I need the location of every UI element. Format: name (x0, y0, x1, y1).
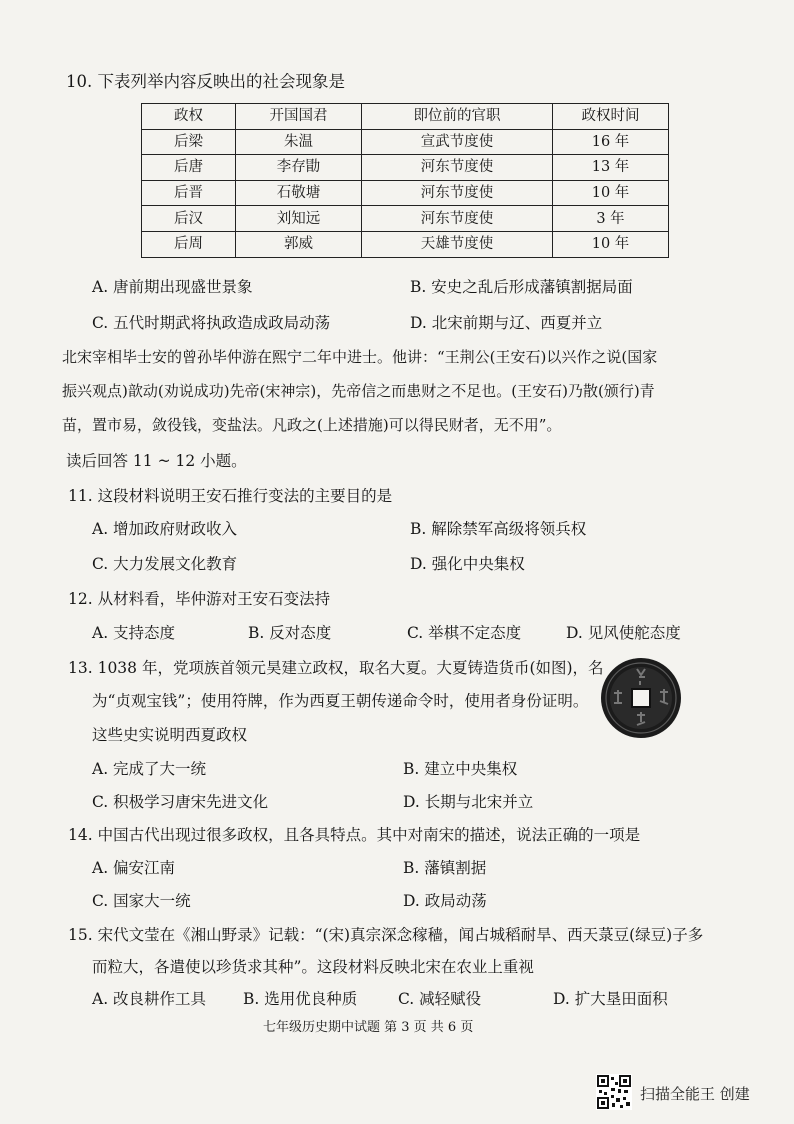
table-cell: 16 年 (553, 129, 669, 155)
q15-option-b: B. 选用优良种质 (243, 990, 358, 1008)
q13-option-b: B. 建立中央集权 (403, 760, 518, 778)
table-cell: 13 年 (553, 155, 669, 181)
table-cell: 后唐 (142, 155, 236, 181)
coin-image (600, 657, 682, 739)
q13-line-2: 为“贞观宝钱”；使用符牌，作为西夏王朝传递命令时，使用者身份证明。 (92, 692, 589, 710)
table-cell: 宣武节度使 (362, 129, 553, 155)
scanner-watermark: 扫描全能王 创建 (640, 1085, 750, 1103)
q12-stem: 12. 从材料看，毕仲游对王安石变法持 (68, 590, 331, 608)
q15-line-2: 而粒大，各遣使以珍货求其种”。这段材料反映北宋在农业上重视 (92, 958, 534, 976)
q14-option-c: C. 国家大一统 (92, 892, 191, 910)
q10-table (141, 103, 669, 258)
page-footer: 七年级历史期中试题 第 3 页 共 6 页 (263, 1020, 474, 1035)
q14-stem: 14. 中国古代出现过很多政权，且各具特点。其中对南宋的描述，说法正确的一项是 (68, 826, 641, 844)
q10-option-b: B. 安史之乱后形成藩镇割据局面 (410, 278, 633, 296)
table-cell: 朱温 (236, 129, 362, 155)
q11-option-c: C. 大力发展文化教育 (92, 555, 238, 573)
table-cell: 后周 (142, 231, 236, 257)
table-row (142, 129, 669, 155)
passage-line-1: 北宋宰相毕士安的曾孙毕仲游在熙宁二年中进士。他讲：“王荆公(王安石)以兴作之说(国家 (62, 348, 658, 366)
table-cell: 河东节度使 (362, 206, 553, 232)
table-cell: 李存勖 (236, 155, 362, 181)
table-cell: 10 年 (553, 231, 669, 257)
q13-option-d: D. 长期与北宋并立 (403, 793, 534, 811)
table-header-cell: 政权 (142, 104, 236, 130)
q12-option-b: B. 反对态度 (248, 624, 332, 642)
q10-option-d: D. 北宋前期与辽、西夏并立 (410, 314, 603, 332)
q14-option-b: B. 藩镇割据 (403, 859, 487, 877)
q13-line-1: 13. 1038 年，党项族首领元昊建立政权，取名大夏。大夏铸造货币(如图)，名 (68, 659, 604, 677)
table-cell: 石敬塘 (236, 180, 362, 206)
table-header-cell: 政权时间 (553, 104, 669, 130)
table-cell: 后汉 (142, 206, 236, 232)
qr-code-icon (596, 1074, 632, 1110)
table-cell: 10 年 (553, 180, 669, 206)
q15-option-d: D. 扩大垦田面积 (553, 990, 668, 1008)
table-cell: 天雄节度使 (362, 231, 553, 257)
table-cell: 河东节度使 (362, 155, 553, 181)
q11-option-b: B. 解除禁军高级将领兵权 (410, 520, 587, 538)
q15-line-1: 15. 宋代文莹在《湘山野录》记载：“(宋)真宗深念稼穑，闻占城稻耐旱、西天菉豆(绿豆)子多 (68, 926, 704, 944)
q12-option-a: A. 支持态度 (92, 624, 176, 642)
q15-option-a: A. 改良耕作工具 (92, 990, 207, 1008)
table-row (142, 206, 669, 232)
table-cell: 刘知远 (236, 206, 362, 232)
q11-option-a: A. 增加政府财政收入 (92, 520, 238, 538)
passage-line-3: 苗，置市易，敛役钱，变盐法。凡政之(上述措施)可以得民财者，无不用”。 (62, 416, 562, 434)
q10-option-c: C. 五代时期武将执政造成政局动荡 (92, 314, 331, 332)
table-cell: 后梁 (142, 129, 236, 155)
q14-option-a: A. 偏安江南 (92, 859, 176, 877)
table-header-cell: 开国国君 (236, 104, 362, 130)
q13-option-c: C. 积极学习唐宋先进文化 (92, 793, 269, 811)
passage-line-2: 振兴观点)歆动(劝说成功)先帝(宋神宗)，先帝信之而患财之不足也。(王安石)乃散(颁行)青 (62, 382, 655, 400)
table-row (142, 155, 669, 181)
table-header-cell: 即位前的官职 (362, 104, 553, 130)
table-cell: 3 年 (553, 206, 669, 232)
q13-line-3: 这些史实说明西夏政权 (92, 726, 248, 744)
q13-option-a: A. 完成了大一统 (92, 760, 207, 778)
table-row (142, 231, 669, 257)
q12-option-c: C. 举棋不定态度 (407, 624, 522, 642)
q10-option-a: A. 唐前期出现盛世景象 (92, 278, 253, 296)
table-cell: 郭威 (236, 231, 362, 257)
table-cell: 后晋 (142, 180, 236, 206)
table-cell: 河东节度使 (362, 180, 553, 206)
passage-instruction: 读后回答 11 ~ 12 小题。 (66, 452, 247, 470)
q11-stem: 11. 这段材料说明王安石推行变法的主要目的是 (68, 487, 393, 505)
q15-option-c: C. 减轻赋役 (398, 990, 482, 1008)
q11-option-d: D. 强化中央集权 (410, 555, 525, 573)
q10-stem: 10. 下表列举内容反映出的社会现象是 (66, 72, 345, 91)
q12-option-d: D. 见风使舵态度 (566, 624, 681, 642)
table-header-row (142, 104, 669, 130)
q14-option-d: D. 政局动荡 (403, 892, 487, 910)
table-row (142, 180, 669, 206)
